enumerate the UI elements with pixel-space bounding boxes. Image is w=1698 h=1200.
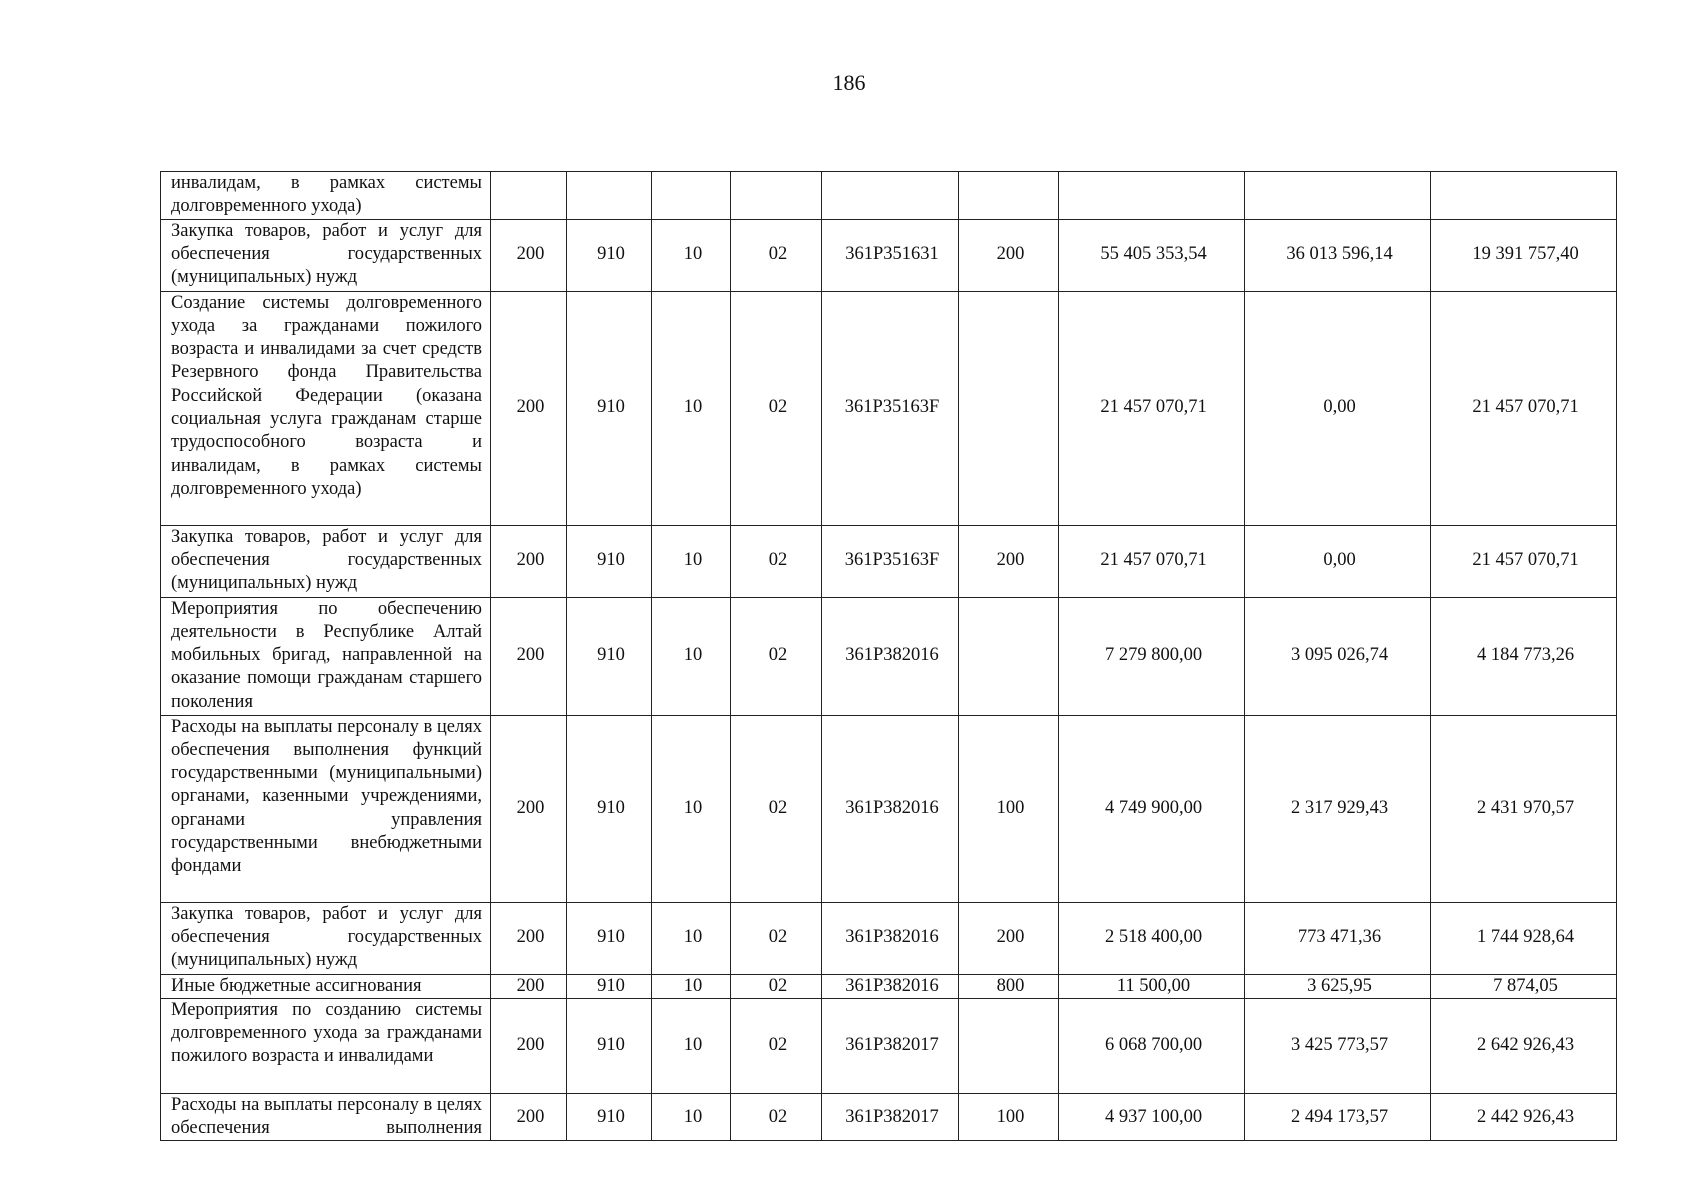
row-description: Мероприятия по обеспечению деятельности в Республике Алтай мобильных бригад, направленной на оказание помощи гражданам старшего поколения <box>161 597 491 715</box>
row-target-article: 361P382016 <box>822 597 959 715</box>
row-executed-amount: 36 013 596,14 <box>1245 219 1431 291</box>
row-code-2: 910 <box>567 597 652 715</box>
row-section: 10 <box>652 715 731 902</box>
row-remaining-amount: 19 391 757,40 <box>1431 219 1617 291</box>
row-code-1: 200 <box>491 715 567 902</box>
row-code-1: 200 <box>491 597 567 715</box>
row-remaining-amount: 7 874,05 <box>1431 974 1617 998</box>
row-code-1 <box>491 172 567 220</box>
row-description: Иные бюджетные ассигнования <box>161 974 491 998</box>
table-row <box>161 597 1617 715</box>
row-remaining-amount: 4 184 773,26 <box>1431 597 1617 715</box>
page-number: 186 <box>832 70 866 95</box>
row-approved-amount: 6 068 700,00 <box>1059 998 1245 1093</box>
row-code-1: 200 <box>491 291 567 525</box>
row-code-1: 200 <box>491 525 567 597</box>
row-executed-amount: 773 471,36 <box>1245 902 1431 974</box>
row-target-article: 361P382017 <box>822 1093 959 1141</box>
table-row <box>161 525 1617 597</box>
row-remaining-amount: 21 457 070,71 <box>1431 525 1617 597</box>
row-section: 10 <box>652 525 731 597</box>
row-approved-amount: 55 405 353,54 <box>1059 219 1245 291</box>
row-target-article <box>822 172 959 220</box>
row-section: 10 <box>652 597 731 715</box>
row-description: Создание системы долговременного ухода за гражданами пожилого возраста и инвалидами за счет средств Резервного фонда Правительства Российской Федерации (оказана социальная услуга гражданам старше трудоспособного возраста и инвалидам, в рамках системы долговременного ухода) <box>161 291 491 525</box>
row-remaining-amount: 21 457 070,71 <box>1431 291 1617 525</box>
row-target-article: 361P382016 <box>822 974 959 998</box>
row-expense-type: 200 <box>959 525 1059 597</box>
row-code-1: 200 <box>491 1093 567 1141</box>
row-expense-type: 800 <box>959 974 1059 998</box>
row-description: Закупка товаров, работ и услуг для обеспечения государственных (муниципальных) нужд <box>161 525 491 597</box>
row-section: 10 <box>652 974 731 998</box>
row-code-2: 910 <box>567 525 652 597</box>
row-section: 10 <box>652 219 731 291</box>
row-executed-amount: 0,00 <box>1245 525 1431 597</box>
row-description: Расходы на выплаты персоналу в целях обеспечения выполнения функций государственными (муниципальными) органами, казенными учреждениями, органами управления государственными внебюджетными фондами <box>161 715 491 902</box>
row-executed-amount <box>1245 172 1431 220</box>
row-approved-amount: 21 457 070,71 <box>1059 525 1245 597</box>
row-code-2: 910 <box>567 219 652 291</box>
row-executed-amount: 2 317 929,43 <box>1245 715 1431 902</box>
row-section: 10 <box>652 902 731 974</box>
row-code-2: 910 <box>567 715 652 902</box>
row-expense-type <box>959 597 1059 715</box>
row-code-2: 910 <box>567 998 652 1093</box>
row-description: Расходы на выплаты персоналу в целях обеспечения выполнения <box>161 1093 491 1141</box>
row-expense-type <box>959 172 1059 220</box>
row-code-1: 200 <box>491 902 567 974</box>
row-approved-amount: 7 279 800,00 <box>1059 597 1245 715</box>
row-code-2: 910 <box>567 902 652 974</box>
row-code-2: 910 <box>567 974 652 998</box>
row-code-2: 910 <box>567 291 652 525</box>
row-subsection: 02 <box>731 998 822 1093</box>
row-subsection: 02 <box>731 902 822 974</box>
table-row <box>161 1093 1617 1141</box>
table-row <box>161 974 1617 998</box>
row-approved-amount: 4 937 100,00 <box>1059 1093 1245 1141</box>
row-subsection <box>731 172 822 220</box>
row-target-article: 361P382016 <box>822 902 959 974</box>
row-expense-type <box>959 998 1059 1093</box>
row-target-article: 361P35163F <box>822 525 959 597</box>
row-target-article: 361P351631 <box>822 219 959 291</box>
row-expense-type: 200 <box>959 902 1059 974</box>
row-subsection: 02 <box>731 525 822 597</box>
table-row <box>161 172 1617 220</box>
table-row <box>161 902 1617 974</box>
row-remaining-amount: 2 642 926,43 <box>1431 998 1617 1093</box>
row-subsection: 02 <box>731 1093 822 1141</box>
row-description: Закупка товаров, работ и услуг для обеспечения государственных (муниципальных) нужд <box>161 219 491 291</box>
table-row <box>161 291 1617 525</box>
row-approved-amount: 2 518 400,00 <box>1059 902 1245 974</box>
row-executed-amount: 3 425 773,57 <box>1245 998 1431 1093</box>
row-remaining-amount: 2 442 926,43 <box>1431 1093 1617 1141</box>
row-description: инвалидам, в рамках системы долговременного ухода) <box>161 172 491 220</box>
row-subsection: 02 <box>731 291 822 525</box>
table-row <box>161 219 1617 291</box>
row-executed-amount: 0,00 <box>1245 291 1431 525</box>
row-section: 10 <box>652 291 731 525</box>
row-subsection: 02 <box>731 219 822 291</box>
table-row <box>161 715 1617 902</box>
row-expense-type: 100 <box>959 715 1059 902</box>
row-code-1: 200 <box>491 219 567 291</box>
table-row <box>161 998 1617 1093</box>
row-remaining-amount: 2 431 970,57 <box>1431 715 1617 902</box>
row-remaining-amount: 1 744 928,64 <box>1431 902 1617 974</box>
row-target-article: 361P382017 <box>822 998 959 1093</box>
row-remaining-amount <box>1431 172 1617 220</box>
row-description: Мероприятия по созданию системы долговременного ухода за гражданами пожилого возраста и инвалидами <box>161 998 491 1093</box>
row-target-article: 361P382016 <box>822 715 959 902</box>
row-approved-amount <box>1059 172 1245 220</box>
row-approved-amount: 4 749 900,00 <box>1059 715 1245 902</box>
row-target-article: 361P35163F <box>822 291 959 525</box>
row-executed-amount: 3 625,95 <box>1245 974 1431 998</box>
row-code-1: 200 <box>491 974 567 998</box>
row-expense-type: 100 <box>959 1093 1059 1141</box>
row-description: Закупка товаров, работ и услуг для обеспечения государственных (муниципальных) нужд <box>161 902 491 974</box>
row-approved-amount: 11 500,00 <box>1059 974 1245 998</box>
row-code-1: 200 <box>491 998 567 1093</box>
row-executed-amount: 3 095 026,74 <box>1245 597 1431 715</box>
row-section: 10 <box>652 998 731 1093</box>
row-subsection: 02 <box>731 974 822 998</box>
row-expense-type <box>959 291 1059 525</box>
row-section: 10 <box>652 1093 731 1141</box>
row-approved-amount: 21 457 070,71 <box>1059 291 1245 525</box>
row-section <box>652 172 731 220</box>
row-code-2 <box>567 172 652 220</box>
row-code-2: 910 <box>567 1093 652 1141</box>
row-executed-amount: 2 494 173,57 <box>1245 1093 1431 1141</box>
row-expense-type: 200 <box>959 219 1059 291</box>
budget-table <box>160 171 1617 1141</box>
row-subsection: 02 <box>731 597 822 715</box>
row-subsection: 02 <box>731 715 822 902</box>
